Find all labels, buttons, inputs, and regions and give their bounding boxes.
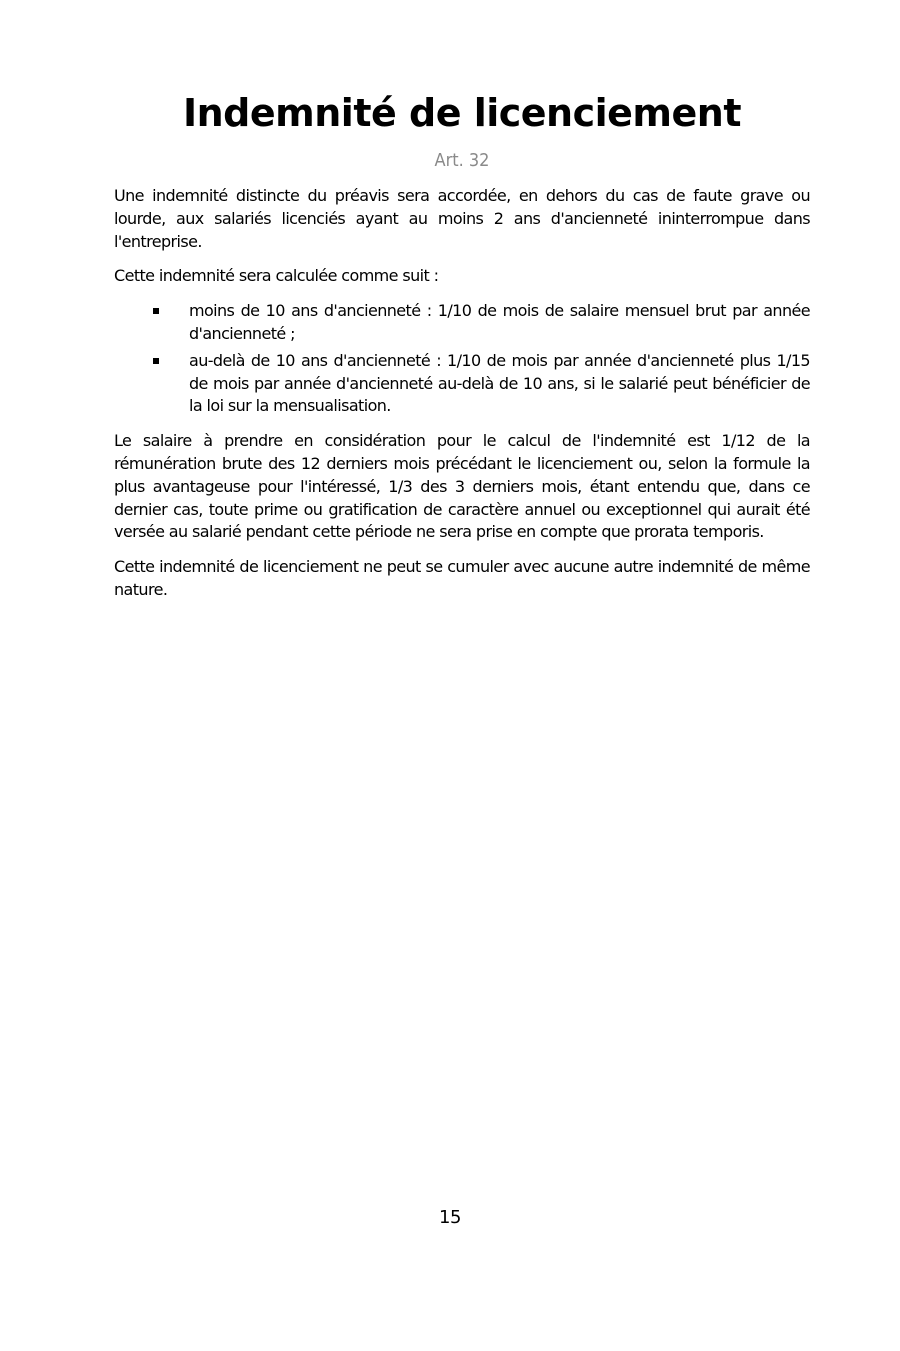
paragraph-calc-intro: Cette indemnité sera calculée comme suit : [114,266,439,286]
paragraph-salary-basis: Le salaire à prendre en considération pour le calcul de l'indemnité est 1/12 de la rémunération brute des 12 derniers mois précédant le licenciement ou, selon la formule la plus avantageuse pour l'intéressé, 1/3 des 3 derniers mois, étant entendu que, dans ce dernier cas, toute prime ou gratification de caractère annuel ou exceptionnel qui aurait été versée au salarié pendant cette période ne sera prise en compte que prorata temporis. [114,431,810,542]
paragraph-no-cumulation: Cette indemnité de licenciement ne peut se cumuler avec aucune autre indemnité de même nature. [114,557,810,599]
list-item-text: moins de 10 ans d'ancienneté : 1/10 de mois de salaire mensuel brut par année d'ancienneté ; [189,301,810,343]
list-item [189,300,810,346]
page-title: Indemnité de licenciement [182,91,742,135]
calculation-list [114,300,810,418]
list-item [189,350,810,418]
article-body [114,185,810,614]
paragraph-intro: Une indemnité distincte du préavis sera accordée, en dehors du cas de faute grave ou lourde, aux salariés licenciés ayant au moins 2 ans d'ancienneté ininterrompue dans l'entreprise. [114,186,810,251]
article-label: Art. 32 [434,150,490,171]
square-bullet-icon [153,308,159,314]
list-item-text: au-delà de 10 ans d'ancienneté : 1/10 de mois par année d'ancienneté plus 1/15 de mois par année d'ancienneté au-delà de 10 ans, si le salarié peut bénéficier de la loi sur la mensualisation. [189,350,810,416]
page-number: 15 [439,1207,461,1228]
square-bullet-icon [153,358,159,364]
